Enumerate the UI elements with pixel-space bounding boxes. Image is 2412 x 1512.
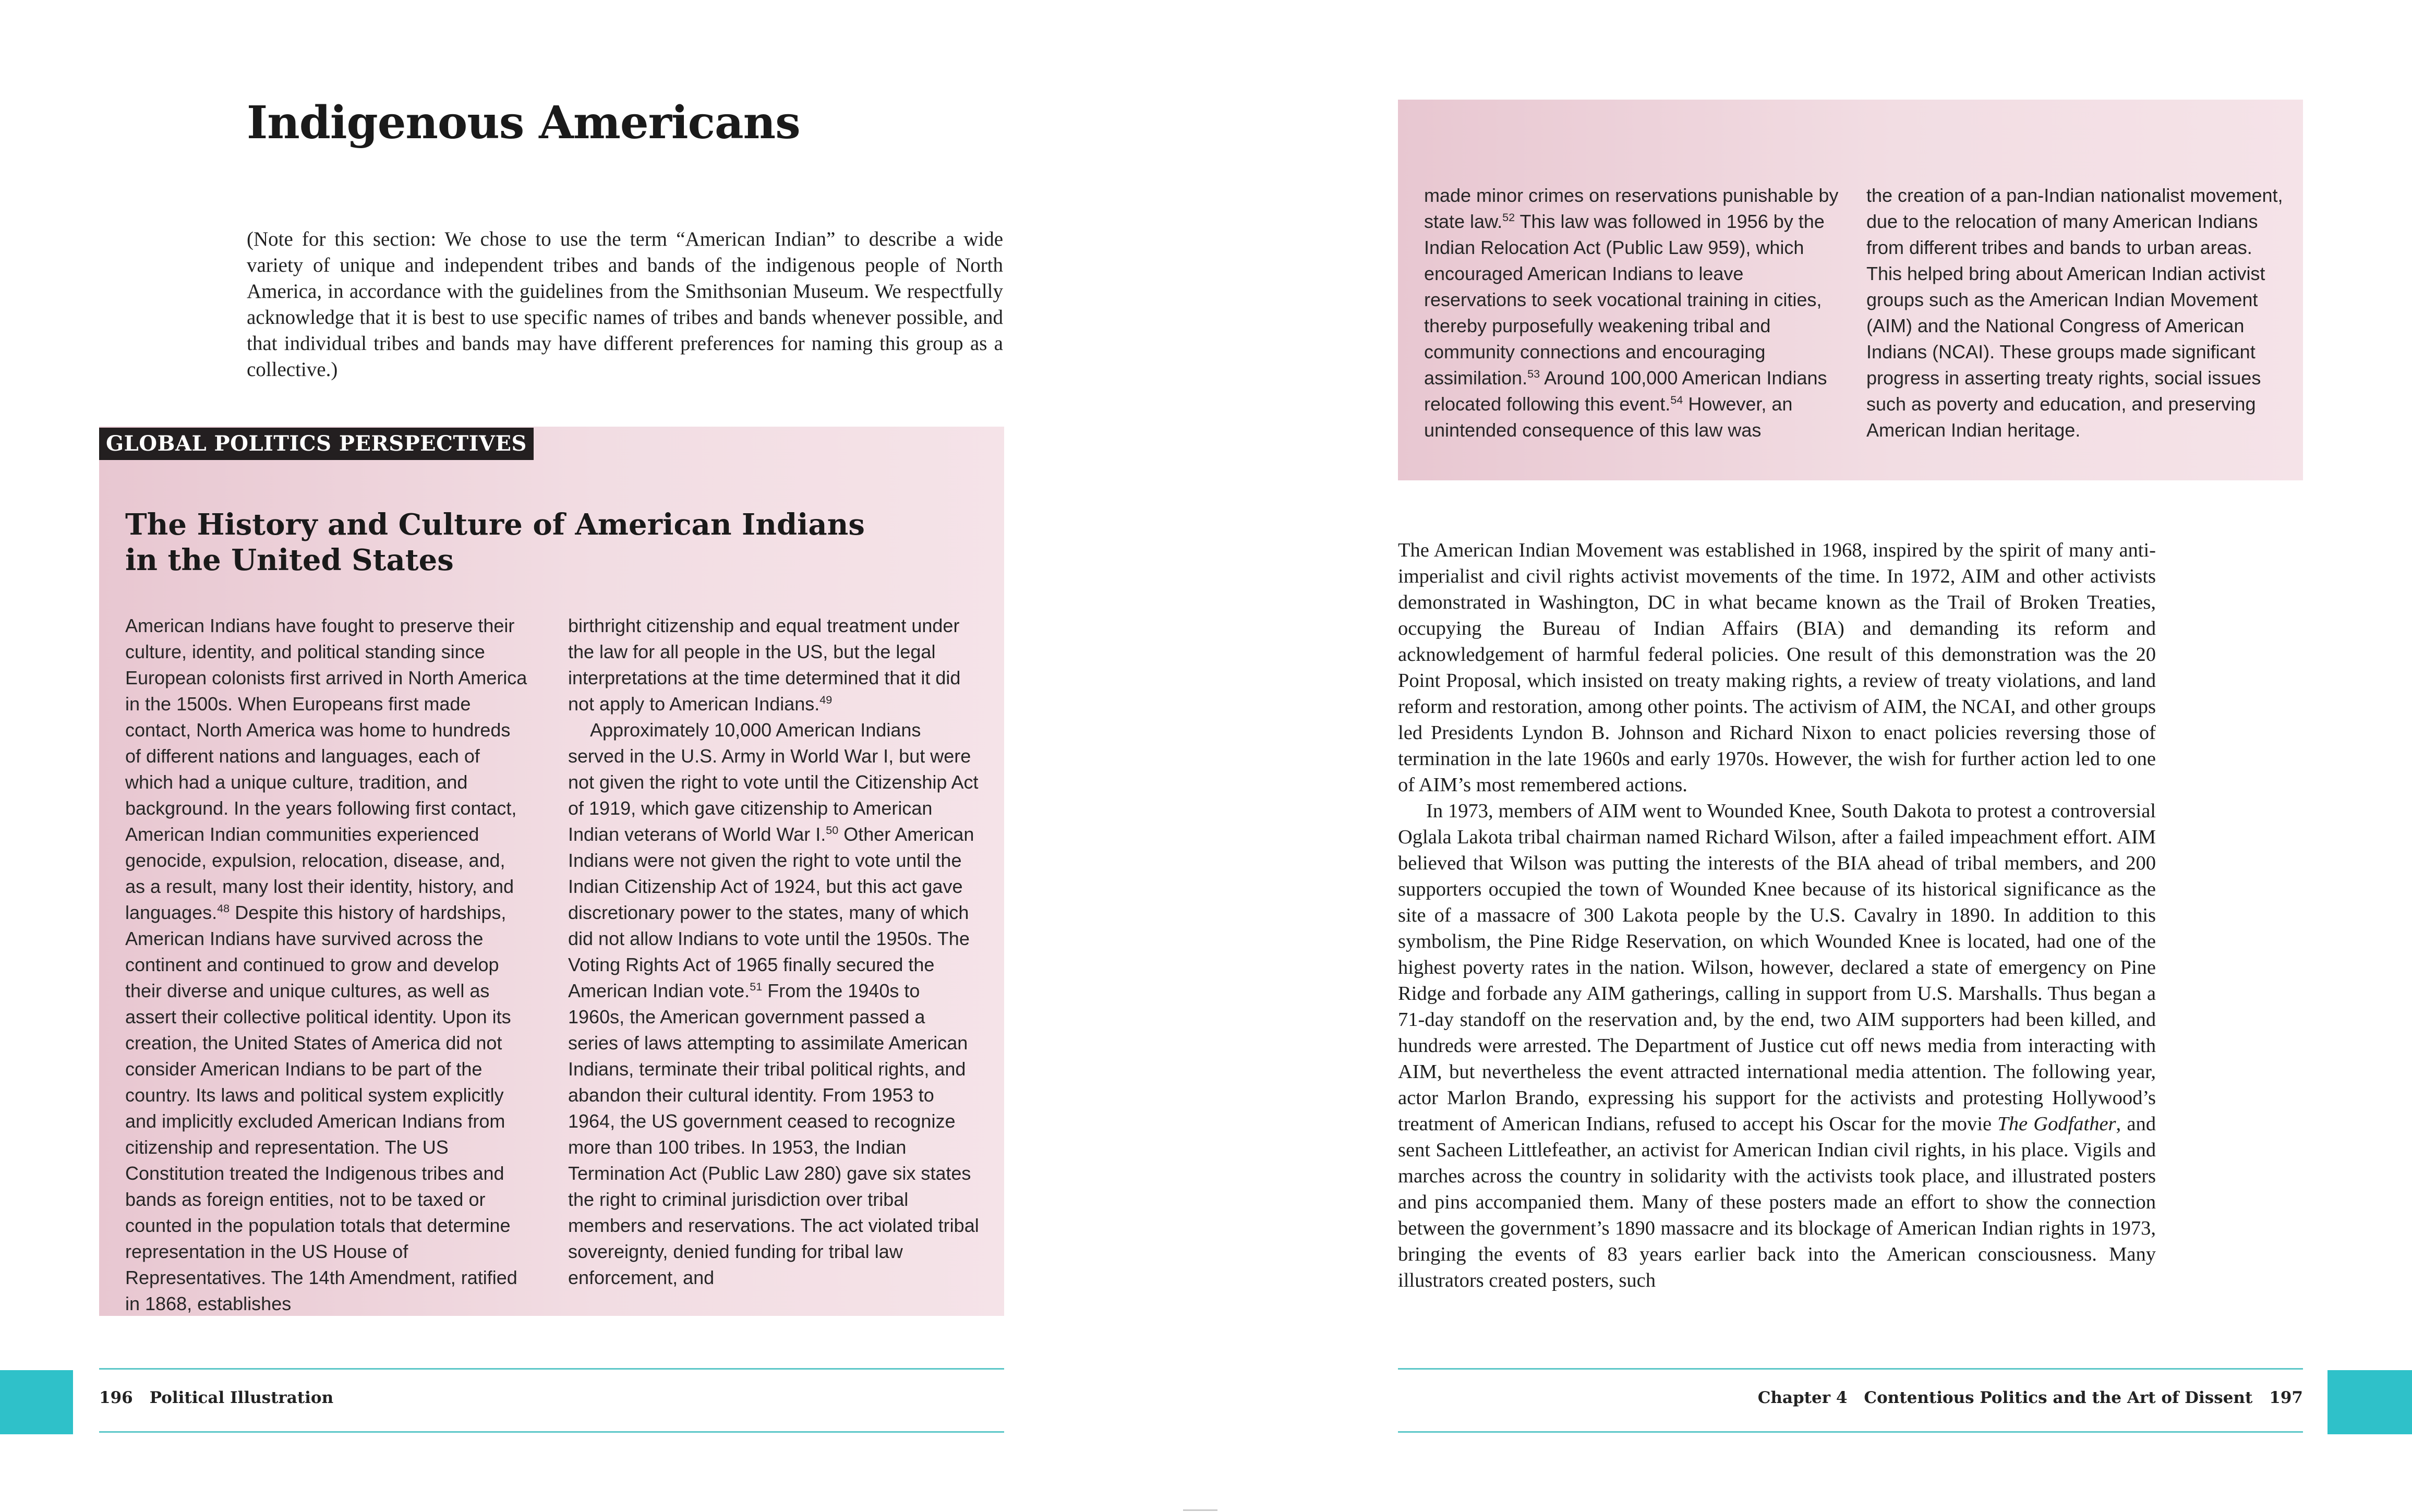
footnote-ref: 49 xyxy=(819,693,833,706)
sidebar-right-column-2: the creation of a pan-Indian nationalist movement, due to the relocation of many American Indians from different tribes and bands to urban areas. This helped bring about American Indian activist groups such as the American Indian Movement (AIM) and the National Congress of American Indians (NCAI). These groups made significant progress in asserting treaty rights, social issues such as poverty and education, and preserving American Indian heritage. xyxy=(1866,185,2283,441)
footer-right xyxy=(1758,1388,2303,1407)
thumb-tab-right xyxy=(2327,1370,2412,1434)
text-run: Other American Indians were not given the right to vote until the Indian Citizenship Act of 1924, but this act gave discretionary power to the states, many of which did not allow Indians to vote until the 1950s. The Voting Rights Act of 1965 finally secured the American Indian vote. xyxy=(568,824,974,1001)
running-head-left: Political Illustration xyxy=(149,1388,334,1407)
footnote-ref: 53 xyxy=(1527,367,1540,380)
footnote-ref: 48 xyxy=(217,902,230,915)
footnote-ref: 51 xyxy=(750,980,763,993)
footnote-ref: 52 xyxy=(1502,211,1515,224)
text-run: Approximately 10,000 American Indians served in the U.S. Army in World War I, but were not given the right to vote until the Citizenship Act of 1919, which gave citizenship to American Indian veterans of World War I. xyxy=(568,719,979,845)
sidebar-left-column-1 xyxy=(125,613,530,1317)
text-run: From the 1940s to 1960s, the American government passed a series of laws attempting to assimilate American Indians, terminate their tribal political rights, and abandon their cultural identity. From 1953 to 1964, the US government ceased to recognize more than 100 tribes. In 1953, the Indian Termination Act (Public Law 280) gave six states the right to criminal jurisdiction over tribal members and reservations. The act violated tribal sovereignty, denied funding for tribal law enforcement, and xyxy=(568,980,979,1288)
footnote-ref: 50 xyxy=(826,824,839,837)
text-run: Around 100,000 American Indians relocated following this event. xyxy=(1424,367,1827,415)
body-text xyxy=(1398,537,2156,1293)
thumb-tab-left xyxy=(0,1370,73,1434)
footer-rule-top-left xyxy=(99,1368,1004,1370)
sidebar-heading-line1: The History and Culture of American Indians xyxy=(125,507,865,542)
sidebar-right-column-1 xyxy=(1424,183,1841,443)
footer-rule-bottom-right xyxy=(1398,1431,2303,1433)
text-run: birthright citizenship and equal treatment under the law for all people in the US, but the legal interpretations at the time determined that it did not apply to American Indians. xyxy=(568,615,961,715)
sidebar-left-column-2 xyxy=(568,613,980,1291)
page-number-right: 197 xyxy=(2269,1388,2303,1407)
gutter-mark xyxy=(1183,1509,1217,1511)
sidebar-heading xyxy=(125,507,908,578)
text-run: , and sent Sacheen Littlefeather, an activist for American Indian civil rights, in his place. Vigils and marches across the country in solidarity with the activists took place, and illustrated posters and pins accompanied them. Many of these posters made an effort to show the connection between the government’s 1890 massacre and its blockage of American Indian rights in 1973, bringing the events of 83 years earlier back into the American consciousness. Many illustrators created posters, such xyxy=(1398,1113,2156,1291)
section-tag: GLOBAL POLITICS PERSPECTIVES xyxy=(99,428,534,460)
page-number-left: 196 xyxy=(99,1388,133,1407)
body-paragraph-1: The American Indian Movement was established in 1968, inspired by the spirit of many anti-imperialist and civil rights activist movements of the time. In 1972, AIM and other activists demonstrated in Washington, DC in what became known as the Trail of Broken Treaties, occupying the Bureau of Indian Affairs (BIA) and demanding its reform and acknowledgement of harmful federal policies. One result of this demonstration was the 20 Point Proposal, which insisted on treaty making rights, a review of treaty violations, and land reform and restoration, among other points. The activism of AIM, the NCAI, and other groups led Presidents Lyndon B. Johnson and Richard Nixon to enact policies reversing those of termination in the late 1960s and early 1970s. However, the wish for further action led to one of AIM’s most remembered actions. xyxy=(1398,539,2156,796)
text-run: In 1973, members of AIM went to Wounded Knee, South Dakota to protest a controversial Oglala Lakota tribal chairman named Richard Wilson, after a failed impeachment effort. AIM believed that Wilson was putting the interests of the BIA ahead of tribal members, and 200 supporters occupied the town of Wounded Knee because of its historical significance as the site of a massacre of 300 Lakota people by the U.S. Cavalry in 1890. In addition to this symbolism, the Pine Ridge Reservation, on which Wounded Knee is located, had one of the highest poverty rates in the nation. Wilson, however, declared a state of emergency on Pine Ridge and forbade any AIM gatherings, calling in support from U.S. Marshalls. Thus began a 71-day standoff on the reservation and, by the end, two AIM supporters had been killed, and hundreds were arrested. The Department of Justice cut off news media from interacting with AIM, but nevertheless the event attracted international media attention. The following year, actor Marlon Brando, expressing his support for the activists and protesting Hollywood’s treatment of American Indians, refused to accept his Oscar for the movie xyxy=(1398,800,2156,1135)
footer-left xyxy=(99,1388,333,1407)
page-title: Indigenous Americans xyxy=(247,96,800,149)
body-paragraph-2 xyxy=(1398,798,2156,1293)
text-run: This law was followed in 1956 by the Indian Relocation Act (Public Law 959), which encouraged American Indians to leave reservations to seek vocational training in cities, thereby purposefully weakening tribal and community connections and encouraging assimilation. xyxy=(1424,211,1825,389)
text-run: Despite this history of hardships, American Indians have survived across the continent and continued to grow and develop their diverse and unique cultures, as well as assert their collective political identity. Upon its creation, the United States of America did not consider American Indians to be part of the country. Its laws and political system explicitly and implicitly excluded American Indians from citizenship and representation. The US Constitution treated the Indigenous tribes and bands as foreign entities, not to be taxed or counted in the population totals that determine representation in the US House of Representatives. The 14th Amendment, ratified in 1868, establishes xyxy=(125,902,517,1314)
footer-rule-bottom-left xyxy=(99,1431,1004,1433)
footer-rule-top-right xyxy=(1398,1368,2303,1370)
intro-note: (Note for this section: We chose to use the term “American Indian” to describe a wide variety of unique and independent tribes and bands of the indigenous people of North America, in accordance with the guidelines from the Smithsonian Museum. We respectfully acknowledge that it is best to use specific names of tribes and bands whenever possible, and that individual tribes and bands may have different preferences for naming this group as a collective.) xyxy=(247,228,1003,381)
footnote-ref: 54 xyxy=(1670,393,1683,406)
running-head-right: Contentious Politics and the Art of Dissent xyxy=(1864,1388,2253,1407)
text-run: American Indians have fought to preserve their culture, identity, and political standing since European colonists first arrived in North America in the 1500s. When Europeans first made contact, North America was home to hundreds of different nations and languages, each of which had a unique culture, tradition, and background. In the years following first contact, American Indian communities experienced genocide, expulsion, relocation, disease, and, as a result, many lost their identity, history, and languages. xyxy=(125,615,527,923)
chapter-label: Chapter 4 xyxy=(1757,1388,1848,1407)
text-run: However, an unintended consequence of this law was xyxy=(1424,393,1793,441)
movie-title: The Godfather xyxy=(1997,1113,2116,1135)
sidebar-heading-line2: in the United States xyxy=(125,543,454,577)
text-run: made minor crimes on reservations punishable by state law. xyxy=(1424,185,1839,232)
